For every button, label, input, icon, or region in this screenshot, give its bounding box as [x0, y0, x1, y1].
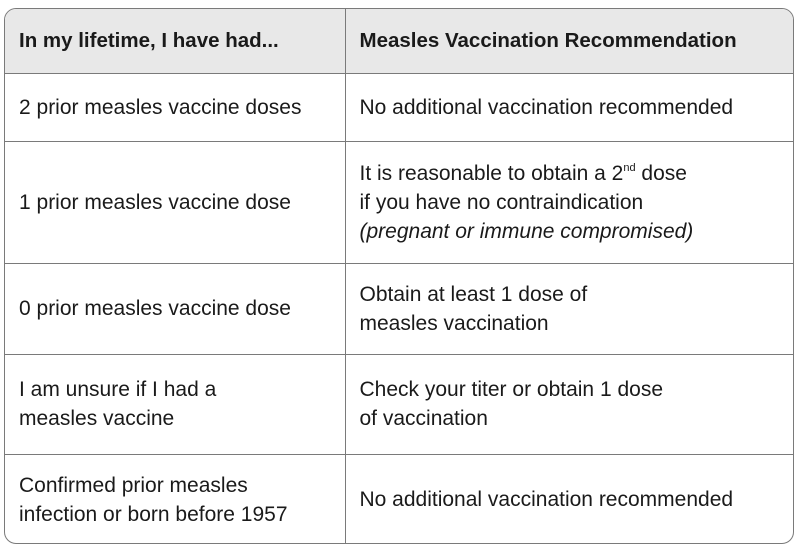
recommendation-text: No additional vaccination recommended	[359, 95, 734, 119]
ordinal-suffix: nd	[623, 161, 636, 174]
recommendation-text-after: dose	[635, 161, 687, 185]
table-row	[5, 263, 793, 354]
history-text: Confirmed prior measles	[19, 473, 248, 497]
recommendation-column-header: Measles Vaccination Recommendation	[345, 9, 793, 73]
history-text: infection or born before 1957	[19, 502, 288, 526]
recommendation-text: Obtain at least 1 dose of	[359, 282, 588, 306]
recommendation-text: No additional vaccination recommended	[359, 488, 734, 512]
history-cell	[5, 263, 345, 354]
measles-vaccination-table	[4, 8, 794, 544]
history-text: 1 prior measles vaccine dose	[19, 190, 291, 214]
history-text: 0 prior measles vaccine dose	[19, 297, 291, 320]
recommendation-table	[5, 9, 793, 544]
history-column-header: In my lifetime, I have had...	[5, 9, 345, 73]
history-cell	[5, 354, 345, 454]
table-row	[5, 354, 793, 454]
recommendation-text: of vaccination	[359, 407, 488, 430]
history-cell	[5, 141, 345, 263]
recommendation-cell	[345, 354, 793, 454]
recommendation-cell	[345, 454, 793, 544]
recommendation-text: Check your titer or obtain 1 dose	[359, 378, 663, 401]
history-text: I am unsure if I had a	[19, 378, 217, 401]
recommendation-text	[360, 159, 794, 188]
table-row	[5, 73, 793, 141]
history-cell	[5, 454, 345, 544]
history-text: measles vaccine	[19, 407, 175, 430]
contraindication-note: (pregnant or immune compromised)	[359, 219, 694, 243]
recommendation-text: measles vaccination	[359, 311, 549, 335]
recommendation-cell	[345, 73, 793, 141]
table-row	[5, 454, 793, 544]
history-text: 2 prior measles vaccine doses	[19, 95, 302, 119]
recommendation-cell	[345, 141, 793, 263]
recommendation-cell	[345, 263, 793, 354]
table-row	[5, 141, 793, 263]
table-header-row	[5, 9, 793, 73]
recommendation-text: if you have no contraindication	[359, 190, 644, 214]
recommendation-text-before: It is reasonable to obtain a 2	[359, 161, 624, 185]
history-cell	[5, 73, 345, 141]
